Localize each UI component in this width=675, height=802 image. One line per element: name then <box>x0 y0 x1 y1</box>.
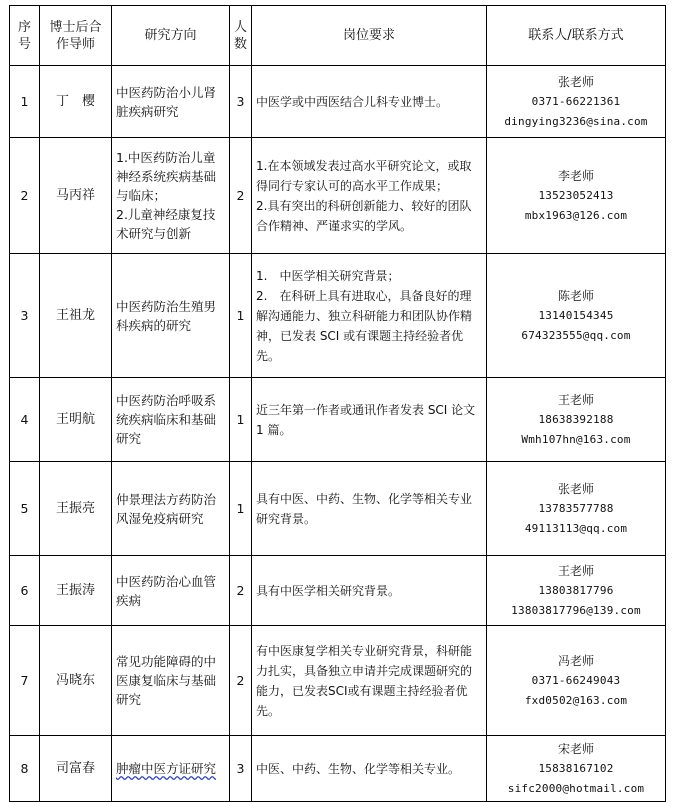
advisor-cell <box>40 378 112 462</box>
slots-cell <box>230 626 252 736</box>
contact-name: 陈老师 <box>557 288 594 303</box>
requirement-line: 中医学或中西医结合儿科专业博士。 <box>256 94 449 109</box>
row-number <box>10 736 40 802</box>
contact-cell <box>487 462 666 556</box>
advisor-cell <box>40 736 112 802</box>
header-num: 序号 <box>10 6 40 66</box>
row-number-text: 5 <box>20 501 29 516</box>
row-number <box>10 378 40 462</box>
requirement-line: 近三年第一作者或通讯作者发表 SCI 论文 1 篇。 <box>256 402 476 437</box>
row-number <box>10 254 40 378</box>
table-row <box>10 626 666 736</box>
direction-line: 中医药防治生殖男科疾病的研究 <box>116 298 217 333</box>
postdoc-positions-table <box>9 5 666 802</box>
row-number-text: 7 <box>20 673 29 688</box>
contact-email: 674323555@qq.com <box>521 328 631 342</box>
contact-phone: 13523052413 <box>538 188 614 202</box>
contact-email: sifc2000@hotmail.com <box>507 781 645 795</box>
requirements-cell <box>252 626 487 736</box>
contact-phone: 15838167102 <box>538 761 614 775</box>
slots-count: 1 <box>236 501 245 516</box>
header-row <box>10 6 666 66</box>
direction-line: 中医药防治心血管疾病 <box>116 573 217 608</box>
contact-name: 宋老师 <box>557 741 594 756</box>
row-number <box>10 462 40 556</box>
row-number-text: 8 <box>20 761 29 776</box>
direction-cell <box>112 254 230 378</box>
slots-count: 2 <box>236 188 245 203</box>
contact-cell <box>487 378 666 462</box>
advisor-name: 王振涛 <box>55 583 95 598</box>
advisor-cell <box>40 138 112 254</box>
contact-cell <box>487 66 666 138</box>
table-row <box>10 462 666 556</box>
slots-count: 2 <box>236 583 245 598</box>
row-number <box>10 66 40 138</box>
row-number <box>10 626 40 736</box>
slots-count: 3 <box>236 94 245 109</box>
table-row <box>10 736 666 802</box>
contact-cell <box>487 626 666 736</box>
direction-line: 中医药防治呼吸系统疾病临床和基础研究 <box>116 393 217 446</box>
slots-count: 1 <box>236 308 245 323</box>
slots-cell <box>230 556 252 626</box>
contact-email: Wmh107hn@163.com <box>521 432 631 446</box>
contact-email: mbx1963@126.com <box>524 208 628 222</box>
header-contact: 联系人/联系方式 <box>487 6 666 66</box>
contact-phone: 0371-66221361 <box>531 94 621 108</box>
header-slots: 人数 <box>230 6 252 66</box>
header-advisor: 博士后合作导师 <box>40 6 112 66</box>
requirement-line: 1. 中医学相关研究背景； <box>256 268 400 283</box>
contact-email: 13803817796@139.com <box>511 603 641 617</box>
slots-count: 2 <box>236 673 245 688</box>
advisor-name: 王振亮 <box>55 501 95 516</box>
row-number <box>10 556 40 626</box>
slots-cell <box>230 378 252 462</box>
direction-line: 2.儿童神经康复技术研究与创新 <box>116 207 216 241</box>
contact-name: 王老师 <box>557 392 594 407</box>
slots-cell <box>230 736 252 802</box>
contact-name: 李老师 <box>557 168 594 183</box>
advisor-cell <box>40 462 112 556</box>
contact-email: dingying3236@sina.com <box>504 114 648 128</box>
slots-cell <box>230 138 252 254</box>
header-requirements: 岗位要求 <box>252 6 487 66</box>
direction-cell <box>112 462 230 556</box>
slots-cell <box>230 462 252 556</box>
requirement-line: 2. 在科研上具有进取心，具备良好的理解沟通能力、独立科研能力和团队协作精神，已发表 SCI 或有课题主持经验者优先。 <box>256 288 473 363</box>
table-row <box>10 138 666 254</box>
contact-email: fxd0502@163.com <box>524 693 628 707</box>
advisor-cell <box>40 556 112 626</box>
contact-email: 49113113@qq.com <box>524 521 628 535</box>
table-row <box>10 378 666 462</box>
contact-cell <box>487 736 666 802</box>
contact-name: 张老师 <box>557 74 594 89</box>
requirements-cell <box>252 254 487 378</box>
advisor-cell <box>40 626 112 736</box>
contact-cell <box>487 138 666 254</box>
requirements-cell <box>252 66 487 138</box>
advisor-name: 司富春 <box>55 761 95 776</box>
requirements-cell <box>252 556 487 626</box>
direction-line: 仲景理法方药防治风湿免疫病研究 <box>116 491 217 526</box>
direction-cell <box>112 626 230 736</box>
direction-line: 1.中医药防治儿童神经系统疾病基础与临床； <box>116 150 217 203</box>
requirements-cell <box>252 378 487 462</box>
slots-cell <box>230 66 252 138</box>
requirement-line: 具有中医、中药、生物、化学等相关专业研究背景。 <box>256 491 473 526</box>
contact-phone: 0371-66249043 <box>531 673 621 687</box>
direction-cell <box>112 736 230 802</box>
contact-phone: 13140154345 <box>538 308 614 322</box>
contact-cell <box>487 254 666 378</box>
advisor-name: 王祖龙 <box>55 308 95 323</box>
row-number-text: 4 <box>20 412 29 427</box>
slots-count: 3 <box>236 761 245 776</box>
advisor-name: 王明航 <box>55 412 95 427</box>
direction-cell <box>112 556 230 626</box>
contact-name: 冯老师 <box>557 653 594 668</box>
requirement-line: 1.在本领域发表过高水平研究论文，或取得同行专家认可的高水平工作成果； <box>256 158 472 193</box>
slots-count: 1 <box>236 412 245 427</box>
row-number-text: 1 <box>20 94 29 109</box>
advisor-name: 冯晓东 <box>55 673 95 688</box>
advisor-name: 马丙祥 <box>55 188 95 203</box>
advisor-name: 丁 樱 <box>55 94 95 109</box>
direction-cell <box>112 66 230 138</box>
contact-cell <box>487 556 666 626</box>
requirements-cell <box>252 462 487 556</box>
row-number-text: 2 <box>20 188 29 203</box>
direction-line: 常见功能障碍的中医康复临床与基础研究 <box>116 654 217 707</box>
direction-line: 肿瘤中医方证研究 <box>116 761 217 776</box>
requirement-line: 有中医康复学相关专业研究背景，科研能力扎实，具备独立申请并完成课题研究的能力，已发表SCI或有课题主持经验者优先。 <box>256 643 473 718</box>
table-row <box>10 254 666 378</box>
row-number-text: 6 <box>20 583 29 598</box>
table-row <box>10 66 666 138</box>
direction-line: 中医药防治小儿肾脏疾病研究 <box>116 84 217 119</box>
contact-phone: 18638392188 <box>538 412 614 426</box>
contact-name: 张老师 <box>557 481 594 496</box>
direction-cell <box>112 138 230 254</box>
advisor-cell <box>40 254 112 378</box>
header-direction: 研究方向 <box>112 6 230 66</box>
requirement-line: 具有中医学相关研究背景。 <box>256 583 401 598</box>
table-body <box>10 66 666 802</box>
requirements-cell <box>252 736 487 802</box>
contact-name: 王老师 <box>557 563 594 578</box>
requirements-cell <box>252 138 487 254</box>
contact-phone: 13803817796 <box>538 583 614 597</box>
requirement-line: 2.具有突出的科研创新能力、较好的团队合作精神、严谨求实的学风。 <box>256 198 472 233</box>
direction-cell <box>112 378 230 462</box>
advisor-cell <box>40 66 112 138</box>
row-number <box>10 138 40 254</box>
contact-phone: 13783577788 <box>538 501 614 515</box>
slots-cell <box>230 254 252 378</box>
row-number-text: 3 <box>20 308 29 323</box>
requirement-line: 中医、中药、生物、化学等相关专业。 <box>256 761 461 776</box>
table-row <box>10 556 666 626</box>
